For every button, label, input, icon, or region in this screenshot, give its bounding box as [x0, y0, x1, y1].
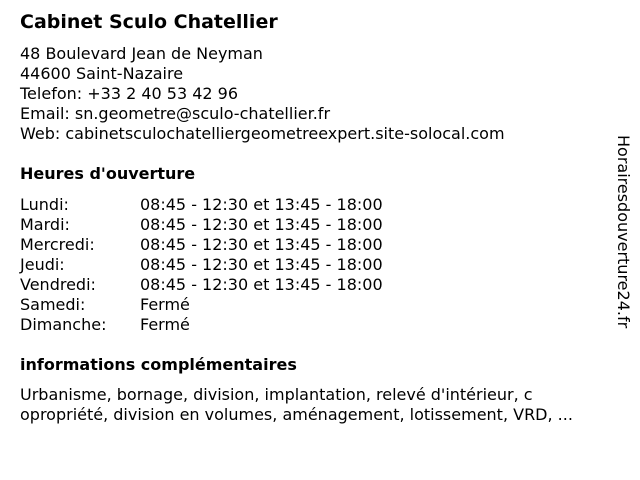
- hours-time: 08:45 - 12:30 et 13:45 - 18:00: [140, 215, 383, 234]
- hours-day: Jeudi:: [20, 255, 65, 274]
- hours-day: Samedi:: [20, 295, 86, 314]
- hours-time: 08:45 - 12:30 et 13:45 - 18:00: [140, 195, 383, 214]
- email-line: Email: sn.geometre@sculo-chatellier.fr: [20, 104, 331, 123]
- hours-table: [20, 195, 383, 335]
- contact-block: [20, 44, 505, 144]
- hours-time: 08:45 - 12:30 et 13:45 - 18:00: [140, 235, 383, 254]
- web-line: Web: cabinetsculochatelliergeometreexpert.site-solocal.com: [20, 124, 505, 143]
- info-line-2: opropriété, division en volumes, aménagement, lotissement, VRD, ...: [20, 405, 573, 424]
- hours-day: Vendredi:: [20, 275, 96, 294]
- hours-row-saturday: [20, 295, 383, 315]
- hours-row-monday: [20, 195, 383, 215]
- address-street: 48 Boulevard Jean de Neyman: [20, 44, 263, 63]
- hours-time: Fermé: [140, 295, 190, 314]
- side-watermark: Horairesdouverture24.fr: [614, 135, 633, 329]
- address-city: 44600 Saint-Nazaire: [20, 64, 184, 83]
- info-line-1: Urbanisme, bornage, division, implantation, relevé d'intérieur, c: [20, 385, 533, 404]
- page-title: Cabinet Sculo Chatellier: [20, 11, 278, 33]
- hours-day: Mercredi:: [20, 235, 95, 254]
- hours-day: Mardi:: [20, 215, 70, 234]
- phone-line: Telefon: +33 2 40 53 42 96: [20, 84, 239, 103]
- hours-time: 08:45 - 12:30 et 13:45 - 18:00: [140, 255, 383, 274]
- hours-row-wednesday: [20, 235, 383, 255]
- hours-time: Fermé: [140, 315, 190, 334]
- hours-row-tuesday: [20, 215, 383, 235]
- hours-heading: Heures d'ouverture: [20, 164, 196, 183]
- hours-day: Lundi:: [20, 195, 69, 214]
- hours-time: 08:45 - 12:30 et 13:45 - 18:00: [140, 275, 383, 294]
- hours-row-sunday: [20, 315, 383, 335]
- hours-row-thursday: [20, 255, 383, 275]
- info-heading: informations complémentaires: [20, 355, 297, 374]
- hours-row-friday: [20, 275, 383, 295]
- info-text: [20, 385, 630, 425]
- hours-day: Dimanche:: [20, 315, 107, 334]
